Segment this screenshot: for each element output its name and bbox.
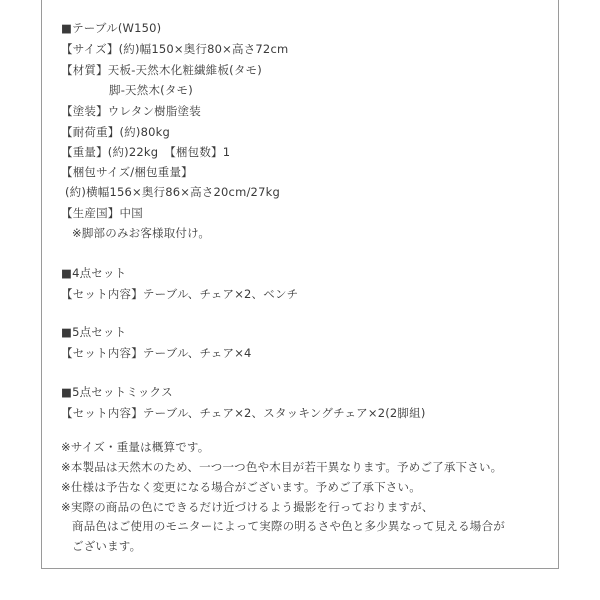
table-material-top: 【材質】天板-天然木化粧繊維板(タモ) <box>61 63 262 77</box>
table-assembly-note: ※脚部のみお客様取付け。 <box>72 226 211 240</box>
note-size-weight: ※サイズ・重量は概算です。 <box>61 440 210 454</box>
set4-heading: ■4点セット <box>61 266 127 280</box>
note-color-line1: ※実際の商品の色にできるだけ近づけるよう撮影を行っておりますが、 <box>61 500 434 514</box>
table-size: 【サイズ】(約)幅150×奥行80×高さ72cm <box>61 42 289 56</box>
set4-contents: 【セット内容】テーブル、チェア×2、ベンチ <box>61 287 299 301</box>
note-natural-wood: ※本製品は天然木のため、一つ一つ色や木目が若干異なります。予めご了承下さい。 <box>61 460 503 474</box>
note-spec-change: ※仕様は予告なく変更になる場合がございます。予めご了承下さい。 <box>61 480 421 494</box>
table-material-legs: 脚-天然木(タモ) <box>109 83 193 97</box>
note-color-line2: 商品色はご使用のモニターによって実際の明るさや色と多少異なって見える場合が <box>72 519 505 533</box>
table-heading: ■テーブル(W150) <box>61 21 162 35</box>
set5mix-contents: 【セット内容】テーブル、チェア×2、スタッキングチェア×2(2脚組) <box>61 406 426 420</box>
table-weight: 【重量】(約)22kg 【梱包数】1 <box>61 145 231 159</box>
note-color-line3: ございます。 <box>72 539 142 553</box>
set5-contents: 【セット内容】テーブル、チェア×4 <box>61 346 252 360</box>
table-origin: 【生産国】中国 <box>61 206 143 220</box>
set5mix-heading: ■5点セットミックス <box>61 385 173 399</box>
set5-heading: ■5点セット <box>61 325 127 339</box>
table-package-value: (約)横幅156×奥行86×高さ20cm/27kg <box>65 185 280 199</box>
table-load: 【耐荷重】(約)80kg <box>61 125 170 139</box>
table-finish: 【塗装】ウレタン樹脂塗装 <box>61 104 201 118</box>
table-package-label: 【梱包サイズ/梱包重量】 <box>61 165 193 179</box>
